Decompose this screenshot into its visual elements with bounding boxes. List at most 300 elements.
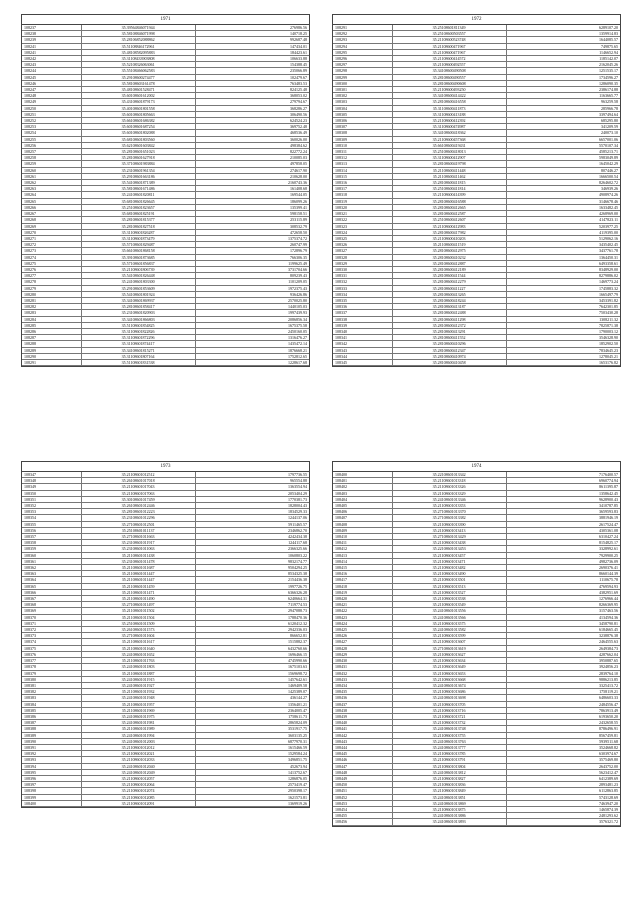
row-amount-cell: 1278045.21 — [506, 353, 620, 359]
row-code-cell: 35.21108601013438 — [392, 540, 506, 546]
row-id-cell: 108393 — [22, 757, 81, 763]
row-amount-cell: 2839764.10 — [506, 670, 620, 676]
row-code-cell: 35.21108601011763 — [81, 658, 195, 664]
row-id-cell: 108318 — [333, 192, 392, 198]
row-code-cell: 35.54108601801924 — [81, 291, 195, 297]
row-code-cell: 35.39108601873685 — [81, 254, 195, 260]
row-id-cell: 108256 — [22, 142, 81, 148]
row-id-cell: 108407 — [333, 515, 392, 521]
row-amount-cell: 102479.67 — [195, 74, 309, 80]
row-id-cell: 108277 — [22, 273, 81, 279]
row-amount-cell: 1834529.33 — [195, 509, 309, 515]
row-code-cell: 35.21108600492557 — [392, 62, 506, 68]
row-id-cell: 108380 — [22, 676, 81, 682]
table-1972 — [332, 14, 621, 367]
row-code-cell: 35.21108600414399 — [392, 192, 506, 198]
row-code-cell: 35.21108601013390 — [392, 521, 506, 527]
row-code-cell: 35.24108601011948 — [81, 695, 195, 701]
row-amount-cell: 5570107.34 — [506, 142, 620, 148]
row-code-cell: 35.43108601879173 — [81, 99, 195, 105]
row-amount-cell: 1440105.03 — [195, 304, 309, 310]
row-code-cell: 35.28108600411227 — [392, 285, 506, 291]
row-amount-cell: 2432658.55 — [506, 720, 620, 726]
row-code-cell: 35.21108601013413 — [392, 527, 506, 533]
row-amount-cell: 8279886.02 — [506, 273, 620, 279]
row-id-cell: 108257 — [22, 149, 81, 155]
row-amount-cell: 5129062.16 — [506, 235, 620, 241]
row-amount-cell: 6432760.66 — [195, 645, 309, 651]
row-code-cell: 35.21108601013353 — [392, 503, 506, 509]
row-amount-cell: 1251535.17 — [506, 68, 620, 74]
row-id-cell: 108274 — [22, 254, 81, 260]
row-code-cell: 35.21108601013849 — [392, 788, 506, 794]
row-id-cell: 108282 — [22, 304, 81, 310]
row-code-cell: 35.28108600412488 — [392, 310, 506, 316]
row-id-cell: 108306 — [333, 118, 392, 124]
row-id-cell: 108262 — [22, 180, 81, 186]
row-id-cell: 108284 — [22, 316, 81, 322]
row-id-cell: 108376 — [22, 651, 81, 657]
row-code-cell: 35.21108601013785 — [392, 751, 506, 757]
row-id-cell: 108243 — [22, 62, 81, 68]
row-id-cell: 108337 — [333, 310, 392, 316]
row-code-cell: 35.28108601012223 — [81, 509, 195, 515]
row-amount-cell: 498384.62 — [195, 142, 309, 148]
row-amount-cell: 5623412.47 — [506, 769, 620, 775]
row-id-cell: 108309 — [333, 136, 392, 142]
row-id-cell: 108381 — [22, 682, 81, 688]
row-amount-cell: 1244137.06 — [195, 515, 309, 521]
row-code-cell: 35.21108601011447 — [81, 571, 195, 577]
row-id-cell: 108328 — [333, 254, 392, 260]
row-amount-cell: 169544.05 — [195, 192, 309, 198]
row-id-cell: 108357 — [22, 534, 81, 540]
row-amount-cell: 276986.56 — [195, 25, 309, 31]
row-id-cell: 108301 — [333, 87, 392, 93]
row-id-cell: 108279 — [22, 285, 81, 291]
row-id-cell: 108291 — [333, 25, 392, 31]
row-amount-cell: 1363554.94 — [195, 484, 309, 490]
table-row — [22, 800, 309, 806]
row-id-cell: 108324 — [333, 229, 392, 235]
row-amount-cell: 1413752.67 — [195, 769, 309, 775]
row-code-cell: 35.28108601858417 — [81, 304, 195, 310]
row-id-cell: 108419 — [333, 589, 392, 595]
row-id-cell: 108316 — [333, 180, 392, 186]
row-code-cell: 35.21108601013457 — [392, 552, 506, 558]
row-id-cell: 108241 — [22, 49, 81, 55]
row-id-cell: 108342 — [333, 341, 392, 347]
row-amount-cell: 1529584.24 — [195, 751, 309, 757]
row-code-cell: 35.23108601011063 — [81, 546, 195, 552]
row-id-cell: 108443 — [333, 738, 392, 744]
row-id-cell: 108390 — [22, 738, 81, 744]
row-amount-cell: 8266369.95 — [506, 602, 620, 608]
row-code-cell: 35.34108601869937 — [81, 297, 195, 303]
row-amount-cell: 186099.26 — [195, 198, 309, 204]
row-amount-cell: 472658.50 — [195, 229, 309, 235]
row-code-cell: 35.68108601825191 — [81, 211, 195, 217]
row-amount-cell: 1745883.32 — [506, 285, 620, 291]
row-id-cell: 108370 — [22, 614, 81, 620]
row-id-cell: 108299 — [333, 74, 392, 80]
row-amount-cell: 2893481.23 — [506, 782, 620, 788]
row-code-cell: 35.26108601011573 — [81, 627, 195, 633]
row-id-cell: 108290 — [22, 353, 81, 359]
row-code-cell: 35.28108601651023 — [81, 149, 195, 155]
row-id-cell: 108358 — [22, 540, 81, 546]
row-id-cell: 108382 — [22, 689, 81, 695]
row-amount-cell: 1110675.78 — [506, 577, 620, 583]
row-code-cell: 35.68108601803560 — [81, 136, 195, 142]
row-id-cell: 108344 — [333, 353, 392, 359]
row-id-cell: 108436 — [333, 695, 392, 701]
row-id-cell: 108420 — [333, 596, 392, 602]
row-id-cell: 108258 — [22, 155, 81, 161]
row-code-cell: 35.23108601011917 — [81, 540, 195, 546]
row-code-cell: 35.21108601013527 — [392, 589, 506, 595]
row-code-cell: 35.21108601011640 — [81, 645, 195, 651]
row-amount-cell: 7834645.23 — [506, 347, 620, 353]
row-code-cell: 35.60108601687254 — [81, 124, 195, 130]
row-amount-cell: 1997439.93 — [195, 310, 309, 316]
row-amount-cell: 4908974.26 — [506, 192, 620, 198]
row-amount-cell: 8786496.91 — [506, 726, 620, 732]
row-code-cell: 35.21108600411448 — [392, 167, 506, 173]
row-code-cell: 35.28108601815377 — [81, 217, 195, 223]
row-amount-cell: 936426.86 — [195, 291, 309, 297]
row-id-cell: 108364 — [22, 577, 81, 583]
row-code-cell: 35.21108601012085 — [81, 794, 195, 800]
row-amount-cell: 1972375.43 — [195, 285, 309, 291]
row-amount-cell: 6366326.28 — [195, 589, 309, 595]
row-amount-cell: 2649384.73 — [506, 645, 620, 651]
row-amount-cell: 2346862.70 — [195, 527, 309, 533]
table-1974 — [332, 461, 621, 827]
row-amount-cell: 1752812.65 — [195, 353, 309, 359]
row-id-cell: 108286 — [22, 328, 81, 334]
row-id-cell: 108288 — [22, 341, 81, 347]
row-code-cell: 35.21108601011957 — [81, 701, 195, 707]
row-code-cell: 35.34108600418362 — [392, 130, 506, 136]
row-amount-cell: 3328992.61 — [506, 546, 620, 552]
row-id-cell: 108239 — [22, 37, 81, 43]
row-amount-cell: 6240664.31 — [195, 596, 309, 602]
row-code-cell: 35.51108846172961 — [81, 43, 195, 49]
row-code-cell: 35.21108601013326 — [392, 484, 506, 490]
row-amount-cell: 2364005.47 — [195, 707, 309, 713]
row-code-cell: 35.21108601017063 — [81, 490, 195, 496]
row-amount-cell: 1244117.68 — [195, 540, 309, 546]
row-id-cell: 108396 — [22, 775, 81, 781]
row-amount-cell: 3950887.65 — [506, 658, 620, 664]
data-table — [22, 25, 309, 366]
row-amount-cell: 2162045.26 — [506, 62, 620, 68]
row-code-cell: 35.21108601013501 — [392, 577, 506, 583]
row-amount-cell: 240073.10 — [506, 130, 620, 136]
row-code-cell: 35.21108601806739 — [81, 266, 195, 272]
row-id-cell: 108375 — [22, 645, 81, 651]
row-code-cell: 35.28108600413187 — [392, 304, 506, 310]
row-code-cell: 35.21108601011687 — [81, 565, 195, 571]
row-code-cell: 35.68108601826645 — [81, 198, 195, 204]
row-code-cell: 35.21108600412983 — [392, 223, 506, 229]
row-code-cell: 35.27108601013429 — [392, 534, 506, 540]
row-id-cell: 108444 — [333, 744, 392, 750]
row-code-cell: 35.21108601012057 — [81, 775, 195, 781]
row-amount-cell: 1276966.44 — [506, 596, 620, 602]
row-code-cell: 35.21108600411519 — [392, 242, 506, 248]
row-code-cell: 35.21108601013827 — [392, 775, 506, 781]
row-code-cell: 35.25108601811349 — [392, 25, 506, 31]
row-code-cell: 35.21108601013549 — [392, 602, 506, 608]
row-code-cell: 35.24108601011975 — [81, 713, 195, 719]
table-row — [333, 359, 620, 365]
row-code-cell: 35.28108600412372 — [392, 322, 506, 328]
row-code-cell: 35.28108600419798 — [392, 161, 506, 167]
row-code-cell: 35.21108600471967 — [392, 49, 506, 55]
row-code-cell: 35.34108601815271 — [81, 347, 195, 353]
row-id-cell: 108411 — [333, 540, 392, 546]
row-amount-cell: 1286876.05 — [195, 775, 309, 781]
row-code-cell: 35.28108600410974 — [392, 353, 506, 359]
row-amount-cell: 3576321.72 — [506, 819, 620, 825]
row-code-cell: 35.23108601961354 — [81, 167, 195, 173]
row-id-cell: 108451 — [333, 788, 392, 794]
row-code-cell: 35.21108601013875 — [392, 806, 506, 812]
row-id-cell: 108385 — [22, 707, 81, 713]
row-amount-cell: 3659593.83 — [506, 509, 620, 515]
row-code-cell: 35.37108601983884 — [81, 161, 195, 167]
row-id-cell: 108292 — [333, 31, 392, 37]
row-id-cell: 108389 — [22, 732, 81, 738]
row-id-cell: 108400 — [333, 472, 392, 478]
row-id-cell: 108416 — [333, 571, 392, 577]
row-code-cell: 35.21108601017043 — [81, 484, 195, 490]
row-amount-cell: 9504294.25 — [195, 565, 309, 571]
row-code-cell: 35.24108601011652 — [81, 651, 195, 657]
row-code-cell: 35.58108846071998 — [81, 31, 195, 37]
row-id-cell: 108431 — [333, 664, 392, 670]
row-id-cell: 108406 — [333, 509, 392, 515]
row-amount-cell: 2450160.05 — [195, 328, 309, 334]
row-code-cell: 35.34108600490508 — [392, 68, 506, 74]
row-id-cell: 108242 — [22, 56, 81, 62]
row-amount-cell: 7929900.25 — [506, 552, 620, 558]
row-id-cell: 108260 — [22, 167, 81, 173]
row-id-cell: 108285 — [22, 322, 81, 328]
row-id-cell: 108456 — [333, 819, 392, 825]
row-id-cell: 108293 — [333, 37, 392, 43]
row-code-cell: 35.28108601827518 — [81, 223, 195, 229]
row-id-cell: 108305 — [333, 111, 392, 117]
row-amount-cell: 7825871.38 — [506, 322, 620, 328]
row-code-cell: 35.21108601013686 — [392, 689, 506, 695]
row-id-cell: 108432 — [333, 670, 392, 676]
row-code-cell: 35.58108603161478 — [81, 80, 195, 86]
row-id-cell: 108365 — [22, 583, 81, 589]
row-amount-cell: 3397494.64 — [506, 111, 620, 117]
row-amount-cell: 3546328.90 — [506, 335, 620, 341]
row-code-cell: 35.66108601686382 — [81, 118, 195, 124]
row-id-cell: 108415 — [333, 565, 392, 571]
row-code-cell: 35.21108600410203 — [392, 235, 506, 241]
row-amount-cell: 1375374.72 — [195, 235, 309, 241]
row-code-cell: 35.28108600411544 — [392, 273, 506, 279]
row-amount-cell: 1163665.77 — [506, 93, 620, 99]
row-amount-cell: 1876668.21 — [195, 347, 309, 353]
row-code-cell: 35.27108601011497 — [81, 602, 195, 608]
row-id-cell: 108394 — [22, 763, 81, 769]
row-amount-cell: 1852902.50 — [506, 341, 620, 347]
row-amount-cell: 1997726.75 — [195, 583, 309, 589]
row-id-cell: 108351 — [22, 496, 81, 502]
row-id-cell: 108437 — [333, 701, 392, 707]
row-id-cell: 108332 — [333, 279, 392, 285]
row-code-cell: 35.29108601853609 — [81, 285, 195, 291]
row-code-cell: 35.26108601017018 — [81, 478, 195, 484]
row-code-cell: 35.21108601011617 — [81, 639, 195, 645]
row-code-cell: 35.29108601663186 — [81, 173, 195, 179]
row-amount-cell: 6877970.31 — [195, 738, 309, 744]
row-id-cell: 108339 — [333, 322, 392, 328]
row-amount-cell: 140718.25 — [195, 31, 309, 37]
row-id-cell: 108334 — [333, 291, 392, 297]
row-code-cell: 35.24108601803300 — [81, 279, 195, 285]
row-id-cell: 108310 — [333, 142, 392, 148]
row-id-cell: 108434 — [333, 682, 392, 688]
row-amount-cell: 1185142.07 — [506, 56, 620, 62]
row-code-cell: 35.24108601820811 — [81, 192, 195, 198]
row-amount-cell: 2086856.34 — [195, 316, 309, 322]
row-id-cell: 108244 — [22, 68, 81, 74]
row-code-cell: 35.21108601011932 — [81, 689, 195, 695]
row-id-cell: 108350 — [22, 490, 81, 496]
row-code-cell: 35.21108601011447 — [81, 577, 195, 583]
row-id-cell: 108355 — [22, 521, 81, 527]
row-amount-cell: 3881946.19 — [506, 515, 620, 521]
row-id-cell: 108297 — [333, 62, 392, 68]
row-id-cell: 108409 — [333, 527, 392, 533]
row-id-cell: 108349 — [22, 484, 81, 490]
row-id-cell: 108308 — [333, 130, 392, 136]
row-amount-cell: 2154436.38 — [195, 577, 309, 583]
row-id-cell: 108438 — [333, 707, 392, 713]
row-id-cell: 108341 — [333, 335, 392, 341]
row-amount-cell: 6120412.32 — [195, 620, 309, 626]
row-amount-cell: 3157463.56 — [506, 608, 620, 614]
row-amount-cell: 822772.24 — [195, 149, 309, 155]
row-code-cell: 35.26108601012446 — [81, 503, 195, 509]
row-amount-cell: 8534325.38 — [195, 571, 309, 577]
row-amount-cell: 4147823.11 — [506, 217, 620, 223]
row-code-cell: 35.28106852088862 — [81, 37, 195, 43]
row-code-cell: 35.24108601013763 — [392, 738, 506, 744]
row-id-cell: 108250 — [22, 105, 81, 111]
row-id-cell: 108442 — [333, 732, 392, 738]
row-id-cell: 108330 — [333, 266, 392, 272]
row-id-cell: 108378 — [22, 664, 81, 670]
row-code-cell: 35.31108601822826 — [81, 328, 195, 334]
row-id-cell: 108400 — [22, 800, 81, 806]
row-amount-cell: 253115.89 — [195, 217, 309, 223]
row-amount-cell: 1666500.54 — [506, 173, 620, 179]
row-id-cell: 108353 — [22, 509, 81, 515]
row-code-cell: 35.23108601011478 — [81, 558, 195, 564]
row-amount-cell: 9628900.43 — [506, 496, 620, 502]
row-amount-cell: 3146678.46 — [506, 198, 620, 204]
row-amount-cell: 210085.03 — [195, 155, 309, 161]
row-amount-cell: 6184665.45 — [506, 627, 620, 633]
row-amount-cell: 1734596.27 — [506, 74, 620, 80]
row-code-cell: 35.27108601013382 — [392, 515, 506, 521]
row-code-cell: 35.28108600412887 — [392, 260, 506, 266]
row-code-cell: 35.21108601013471 — [392, 558, 506, 564]
row-amount-cell: 5743128.69 — [506, 794, 620, 800]
row-id-cell: 108264 — [22, 192, 81, 198]
row-amount-cell: 1457642.61 — [195, 676, 309, 682]
row-amount-cell: 6303974.67 — [506, 751, 620, 757]
row-code-cell: 35.31108600411873 — [392, 105, 506, 111]
row-id-cell: 108414 — [333, 558, 392, 564]
row-id-cell: 108326 — [333, 242, 392, 248]
row-id-cell: 108427 — [333, 639, 392, 645]
row-id-cell: 108335 — [333, 297, 392, 303]
row-id-cell: 108238 — [22, 31, 81, 37]
row-code-cell: 35.24108601013777 — [392, 744, 506, 750]
row-code-cell: 35.25108601011509 — [81, 620, 195, 626]
row-id-cell: 108327 — [333, 248, 392, 254]
row-amount-cell: 5911465.57 — [195, 521, 309, 527]
table-1971 — [21, 14, 310, 367]
row-code-cell: 35.28108600412279 — [392, 279, 506, 285]
row-id-cell: 108315 — [333, 173, 392, 179]
data-table — [333, 25, 620, 366]
row-code-cell: 35.31108601874417 — [81, 341, 195, 347]
row-id-cell: 108246 — [22, 80, 81, 86]
row-id-cell: 108300 — [333, 80, 392, 86]
row-id-cell: 108368 — [22, 602, 81, 608]
row-code-cell: 35.51108601854825 — [81, 322, 195, 328]
row-id-cell: 108322 — [333, 217, 392, 223]
row-id-cell: 108410 — [333, 534, 392, 540]
row-code-cell: 35.57108601856837 — [81, 260, 195, 266]
row-code-cell: 35.28108601627918 — [81, 155, 195, 161]
row-amount-cell: 1621573.81 — [195, 794, 309, 800]
row-code-cell: 35.30108601017459 — [81, 496, 195, 502]
row-amount-cell: 2643752.00 — [506, 763, 620, 769]
row-amount-cell: 2942336.03 — [195, 627, 309, 633]
row-id-cell: 108369 — [22, 608, 81, 614]
row-id-cell: 108449 — [333, 775, 392, 781]
row-id-cell: 108276 — [22, 266, 81, 272]
row-code-cell: 35.27108601013619 — [392, 645, 506, 651]
row-amount-cell: 235066.89 — [195, 68, 309, 74]
row-code-cell: 35.24108601011994 — [81, 732, 195, 738]
row-code-cell: 35.21108601013791 — [392, 757, 506, 763]
row-code-cell: 35.21108600414572 — [392, 56, 506, 62]
row-amount-cell: 1358642.45 — [506, 490, 620, 496]
row-amount-cell: 2570025.80 — [195, 297, 309, 303]
row-amount-cell: 4769594.93 — [506, 583, 620, 589]
row-code-cell: 35.21108601013755 — [392, 732, 506, 738]
row-id-cell: 108441 — [333, 726, 392, 732]
row-amount-cell: 369752.48 — [195, 124, 309, 130]
row-id-cell: 108254 — [22, 130, 81, 136]
row-id-cell: 108426 — [333, 633, 392, 639]
row-code-cell: 35.21108601013668 — [392, 676, 506, 682]
row-amount-cell: 2160743.36 — [195, 180, 309, 186]
